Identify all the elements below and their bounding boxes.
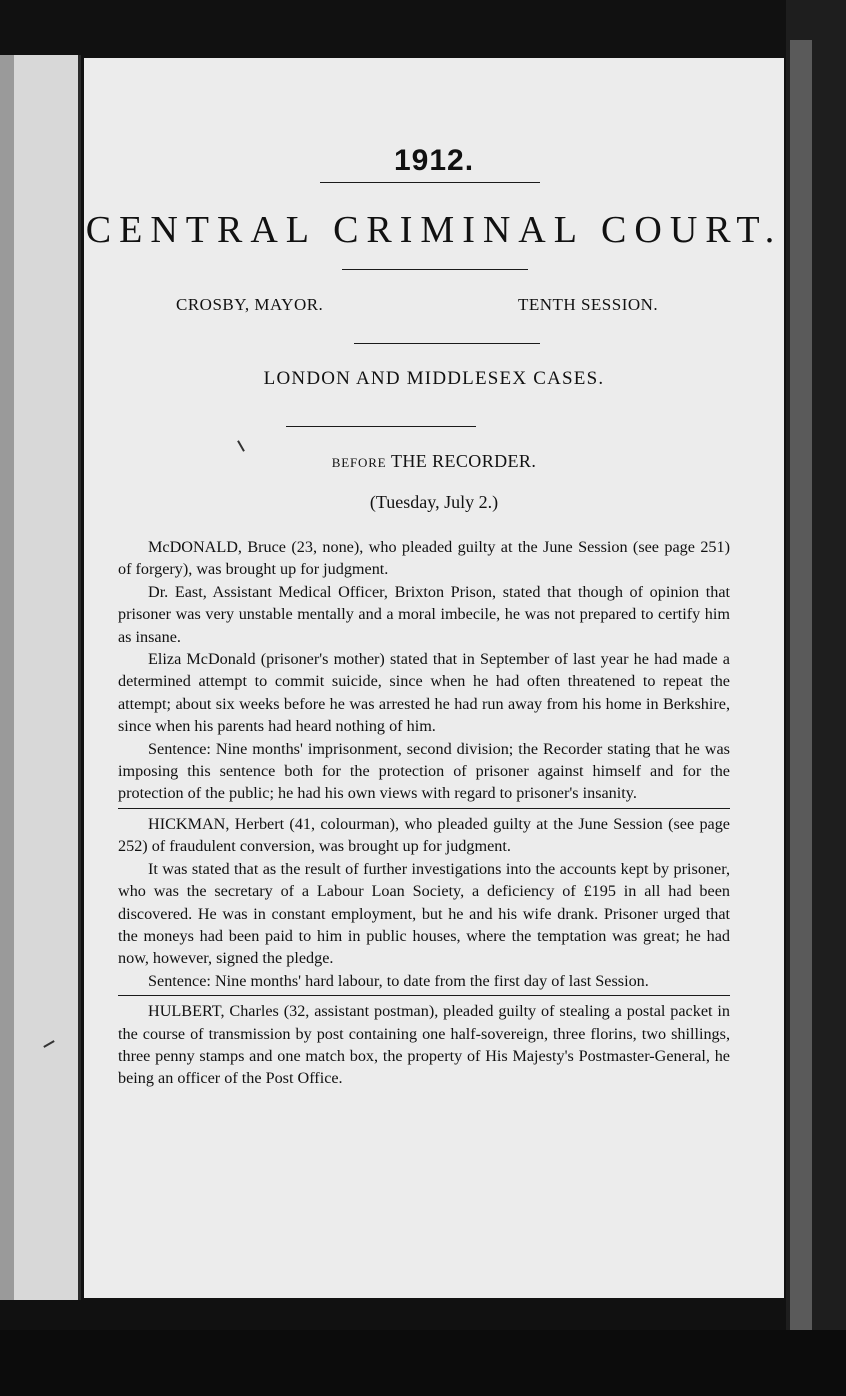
case-entry-mcdonald <box>118 536 730 805</box>
case-separator <box>118 808 730 809</box>
case-paragraph: Eliza McDonald (prisoner's mother) stated that in September of last year he had made a determined attempt to commit suicide, since when he had often threatened to repeat the attempt; about six weeks before he was arrested he had run away from his home in Berkshire, since when his parents had heard nothing of him. <box>118 650 730 736</box>
report-body <box>118 536 730 1090</box>
case-paragraph: Sentence: Nine months' imprisonment, second division; the Recorder stating that he was imposing this sentence both for the protection of prisoner against himself and for the protection of the public; he had his own views with regard to prisoner's insanity. <box>118 739 730 803</box>
court-title: CENTRAL CRIMINAL COURT. <box>85 209 783 251</box>
divider-rule <box>320 182 540 183</box>
case-paragraph: HICKMAN, Herbert (41, colourman), who pleaded guilty at the June Session (see page 252) of fraudulent conversion, was brought up for judgment. <box>118 814 730 856</box>
facing-page-edge <box>0 55 14 1300</box>
cases-heading: LONDON AND MIDDLESEX CASES. <box>263 368 605 389</box>
case-entry-hickman <box>118 813 730 992</box>
case-paragraph: Dr. East, Assistant Medical Officer, Brixton Prison, stated that though of opinion that prisoner was very unstable mentally and a moral imbecile, he was not prepared to certify him as insane. <box>118 582 730 646</box>
before-line <box>84 451 784 472</box>
year-heading: 1912. <box>393 144 475 177</box>
ink-mark <box>237 440 245 451</box>
case-separator <box>118 995 730 996</box>
page-stack-edge <box>790 40 812 1330</box>
session-line: TENTH SESSION. <box>518 295 659 314</box>
session-date: (Tuesday, July 2.) <box>369 492 499 512</box>
case-paragraph: McDONALD, Bruce (23, none), who pleaded guilty at the June Session (see page 251) of forgery), was brought up for judgment. <box>118 538 730 579</box>
case-paragraph: It was stated that as the result of further investigations into the accounts kept by prisoner, who was the secretary of a Labour Loan Society, a deficiency of £195 in all had been discovered. He was in constant employment, but he and his wife drank. Prisoner urged that the moneys had been paid to him in public houses, where the temptation was great; he had now, however, signed the pledge. <box>118 859 730 968</box>
case-entry-hulbert <box>118 1000 730 1090</box>
document-page <box>84 58 784 1298</box>
mayor-line: CROSBY, MAYOR. <box>176 295 324 314</box>
before-judge: THE RECORDER. <box>391 451 537 471</box>
case-paragraph: HULBERT, Charles (32, assistant postman), pleaded guilty of stealing a postal packet in the course of transmission by post containing one half-sovereign, three florins, two shillings, three penny stamps and one match box, the property of His Majesty's Postmaster-General, he being an officer of the Post Office. <box>118 1002 730 1088</box>
divider-rule <box>354 343 540 344</box>
divider-rule <box>286 426 476 427</box>
scan-border-bottom <box>0 1330 846 1396</box>
case-paragraph: Sentence: Nine months' hard labour, to date from the first day of last Session. <box>148 971 649 990</box>
divider-rule <box>342 269 528 270</box>
before-prefix: BEFORE <box>331 455 387 470</box>
